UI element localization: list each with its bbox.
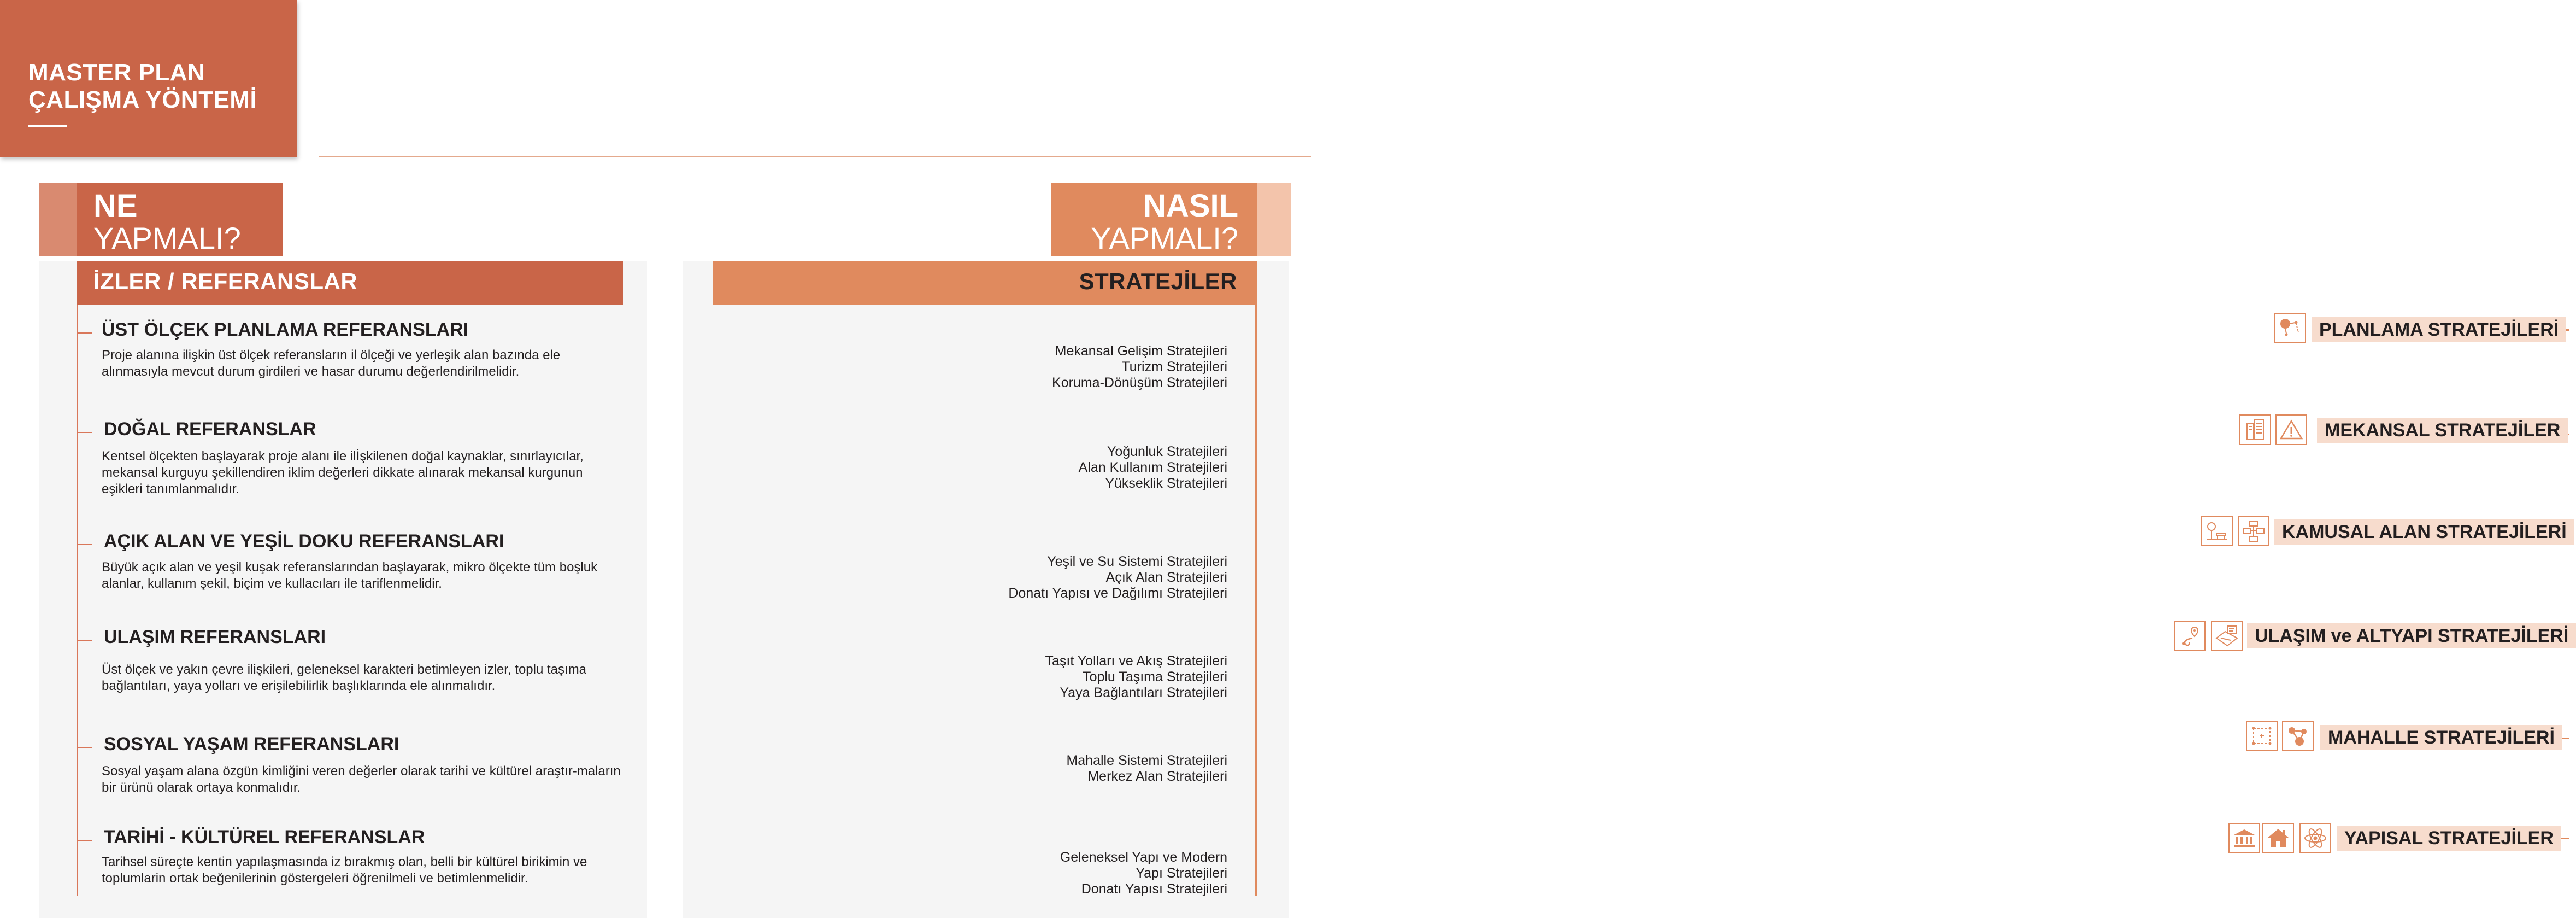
warning-icon: [2275, 414, 2307, 445]
nasil-header-accent: [1257, 183, 1291, 256]
strategy-item: Geleneksel Yapı ve Modern: [1060, 850, 1227, 865]
molecule-icon: [2282, 721, 2314, 751]
strategy-title: PLANLAMA STRATEJİLERİ: [2312, 317, 2566, 342]
ne-header: [77, 183, 283, 256]
strategy-title: KAMUSAL ALAN STRATEJİLERİ: [2274, 519, 2574, 545]
timeline-tick: [77, 544, 92, 545]
reference-title: TARİHİ - KÜLTÜREL REFERANSLAR: [104, 827, 425, 847]
reference-text: Proje alanına ilişkin üst ölçek referansların il ölçeği ve yerleşik alan bazında ele alınmasıyla mevcut durum girdileri ve hasar durumu değerlendirilmelidir.: [102, 348, 561, 379]
park-icon: [2201, 516, 2233, 546]
strategy-item: Merkez Alan Stratejileri: [1087, 769, 1227, 784]
references-section-bar: [77, 261, 623, 305]
timeline-tick: [77, 747, 92, 748]
page-title-line2: ÇALIŞMA YÖNTEMİ: [28, 86, 257, 113]
map-layers-icon: [2211, 621, 2243, 651]
strategy-item: Donatı Yapısı Stratejileri: [1081, 881, 1227, 897]
strategy-item: Mekansal Gelişim Stratejileri: [1055, 343, 1227, 359]
strategies-section-title: STRATEJİLER: [1079, 268, 1237, 294]
strategy-title: MAHALLE STRATEJİLERİ: [2320, 725, 2562, 750]
museum-icon: [2228, 823, 2260, 853]
ne-header-accent: [39, 183, 77, 256]
network-nodes-icon: [2274, 313, 2306, 343]
strategy-items: [1066, 753, 1227, 785]
nasil-heading-rest: YAPMALI?: [1091, 221, 1238, 255]
flowchart-icon: [2238, 516, 2269, 546]
reference-title: AÇIK ALAN VE YEŞİL DOKU REFERANSLARI: [104, 531, 504, 552]
strategy-item: Turizm Stratejileri: [1121, 359, 1227, 375]
strategy-items: [1045, 653, 1227, 701]
strategy-item: Mahalle Sistemi Stratejileri: [1066, 753, 1227, 768]
grid-plan-icon: [2246, 721, 2278, 751]
header-divider: [319, 156, 1311, 157]
timeline-tick: [77, 432, 92, 433]
strategy-item: Alan Kullanım Stratejileri: [1078, 460, 1227, 475]
reference-text: Sosyal yaşam alana özgün kimliğini veren değerler olarak tarihi ve kültürel araştır-maların bir ürünü olarak ortaya konmalıdır.: [102, 764, 621, 795]
references-section-title: İZLER / REFERANSLAR: [93, 268, 358, 294]
strategy-title: YAPISAL STRATEJİLER: [2337, 826, 2561, 851]
strategy-items: [1008, 554, 1227, 601]
buildings-icon: [2239, 414, 2271, 445]
strategy-item: Yükseklik Stratejileri: [1105, 476, 1227, 491]
strategy-title: ULAŞIM ve ALTYAPI STRATEJİLERİ: [2247, 623, 2576, 648]
reference-text: Üst ölçek ve yakın çevre ilişkileri, geleneksel karakteri betimleyen izler, toplu taşıma bağlantıları, yaya yolları ve erişilebilirlik başlıklarında ele alınmalıdır.: [102, 662, 587, 693]
timeline-tick: [77, 332, 92, 334]
ne-heading-bold: NE: [93, 188, 138, 224]
nasil-header: [1051, 183, 1257, 256]
timeline-tick: [77, 840, 92, 841]
reference-title: SOSYAL YAŞAM REFERANSLARI: [104, 734, 399, 755]
house-icon: [2262, 823, 2294, 853]
reference-text: Büyük açık alan ve yeşil kuşak referanslarından başlayarak, mikro ölçekte tüm boşluk alanlar, kullanım şekil, biçim ve kullacıları ile tariflenmelidir.: [102, 560, 598, 591]
strategy-item: Yaya Bağlantıları Stratejileri: [1060, 685, 1227, 700]
page-title-line1: MASTER PLAN: [28, 59, 205, 86]
strategy-item: Toplu Taşıma Stratejileri: [1083, 669, 1227, 685]
strategies-section-bar: [713, 261, 1257, 305]
reference-text: Kentsel ölçekten başlayarak proje alanı ile ilİşkilenen doğal kaynaklar, sınırlayıcılar, mekansal kurguyu şekillendiren iklim değerleri dikkate alınarak mekansal kurgunun eşikleri tanımlanmalıdır.: [102, 449, 584, 496]
timeline-tick: [77, 640, 92, 641]
atom-icon: [2299, 823, 2331, 853]
reference-title: DOĞAL REFERANSLAR: [104, 419, 316, 440]
title-block: [0, 0, 297, 157]
strategy-item: Yoğunluk Stratejileri: [1107, 444, 1227, 459]
strategy-items: [1079, 444, 1227, 492]
reference-title: ULAŞIM REFERANSLARI: [104, 627, 326, 647]
strategy-item: Yeşil ve Su Sistemi Stratejileri: [1047, 554, 1227, 569]
nasil-heading-bold: NASIL: [1143, 188, 1238, 224]
strategy-item: Taşıt Yolları ve Akış Stratejileri: [1045, 653, 1227, 669]
strategy-title: MEKANSAL STRATEJİLER: [2317, 418, 2568, 443]
strategy-item: Donatı Yapısı ve Dağılımı Stratejileri: [1008, 586, 1227, 601]
strategies-timeline: [1255, 305, 1257, 896]
reference-text: Tarihsel süreçte kentin yapılaşmasında iz bırakmış olan, belli bir kültürel birikimin ve toplumlarin ortak beğenilerinin göstergeleri öğrenilmeli ve betimlenmelidir.: [102, 855, 587, 886]
route-pin-icon: [2174, 621, 2206, 651]
strategy-item: Açık Alan Stratejileri: [1105, 570, 1227, 585]
title-underline: [28, 125, 67, 127]
strategy-items: [1060, 850, 1227, 897]
strategy-item: Yapı Stratejileri: [1136, 866, 1227, 881]
strategy-items: [1052, 343, 1227, 391]
reference-title: ÜST ÖLÇEK PLANLAMA REFERANSLARI: [102, 319, 469, 340]
strategy-item: Koruma-Dönüşüm Stratejileri: [1052, 375, 1227, 390]
ne-heading-rest: YAPMALI?: [93, 221, 241, 255]
references-timeline: [77, 305, 78, 896]
